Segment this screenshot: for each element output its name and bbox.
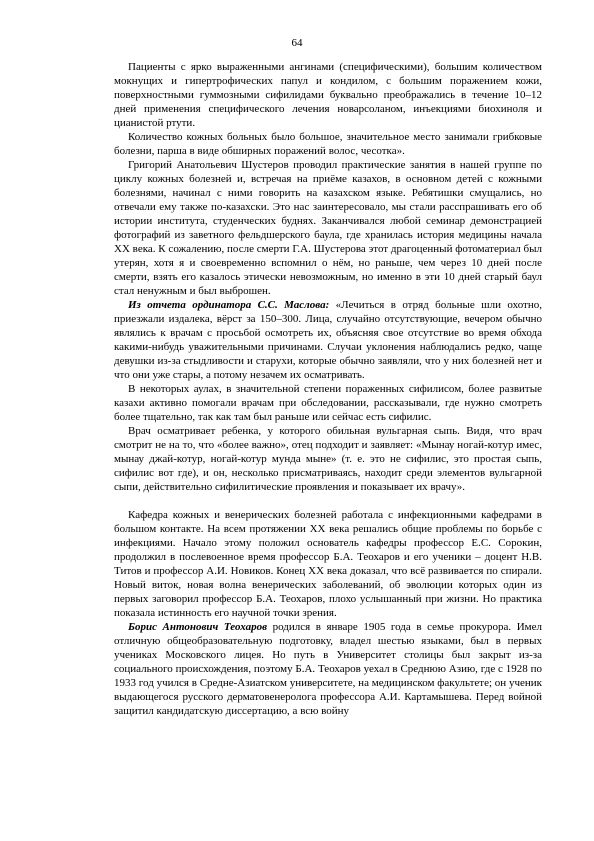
paragraph-text: родился в январе 1905 года в семье прокурора. Имел отличную общеобразовательную подготовку, владел шестью языками, был в первых учениках Московского лицея. Но путь в Университет столицы был закрыт из-за социального происхождения, поэтому Б.А. Теохаров уехал в Среднюю Азию, где с 1928 по 1933 год учился в Средне-Азиатском университете, на медицинском факультете; он ученик выдающегося русского дерматовенеролога профессора А.И. Картамышева. Перед войной защитил кандидатскую диссертацию, а всю войну (114, 621, 542, 717)
paragraph (114, 298, 542, 382)
paragraph: Врач осматривает ребенка, у которого обильная вульгарная сыпь. Видя, что врач смотрит не на то, что «более важно», отец подходит и заявляет: «Мынау ногай-котур имес, мынау джай-котур, ногай-котур мунда мыне» (т. е. это не сифилис, это простая сыпь, сифилис вот где), и он, несколько присматриваясь, находит среди элементов вульгарной сыпи, действительно сифилитические проявления и показывает их врачу». (114, 425, 542, 493)
paragraph (114, 620, 542, 718)
paragraph: Пациенты с ярко выраженными ангинами (специфическими), большим количеством мокнущих и гипертрофических папул и кондилом, с большим поражением кожи, поверхностными гуммозными сифилидами буквально преображались в течение 10–12 дней применения специфического лечения новарсоланом, инъекциями биохиноля и цианистой ртути. (114, 61, 542, 129)
paragraph: Григорий Анатольевич Шустеров проводил практические занятия в нашей группе по циклу кожных болезней и, встречая на приёме казахов, в основном детей с кожными болезнями, начинал с ними говорить на казахском языке. Ребятишки смущались, но отвечали ему также по-казахски. Это нас заинтересовало, мы стали расспрашивать его об истории института, студенческих буднях. Заканчивался любой семинар демонстрацией фотографий из заветного фельдшерского баула, где хранилась история медицины начала XX века. К сожалению, после смерти Г.А. Шустерова этот драгоценный фотоматериал был утерян, хотя я и своевременно вспомнил о нём, но раньше, чем через 10 дней после смерти, взять его казалось этически невозможным, но именно в эти 10 дней старый баул стал ненужным и был выброшен. (114, 159, 542, 297)
page-body (114, 60, 542, 718)
paragraph: Кафедра кожных и венерических болезней работала с инфекционными кафедрами в большом контакте. На всем протяжении XX века решались общие проблемы по борьбе с инфекциями. Начало этому положил основатель кафедры профессор Е.С. Сорокин, продолжил в послевоенное время профессор Б.А. Теохаров и его ученики – доцент Н.В. Титов и профессор А.И. Новиков. Конец XX века доказал, что всё развивается по спирали. Новый виток, новая волна венерических заболеваний, об эволюции которых один из первых заговорил профессор Б.А. Теохаров, плохо услышанный при жизни. Но практика показала истинность его научной точки зрения. (114, 509, 542, 619)
page-number: 64 (291, 37, 303, 49)
paragraph-lead: Борис Антонович Теохаров (128, 621, 267, 633)
paragraph: Количество кожных больных было большое, значительное место занимали грибковые болезни, парша в виде обширных поражений волос, чесотка». (114, 131, 542, 157)
paragraph: В некоторых аулах, в значительной степени пораженных сифилисом, более развитые казахи активно помогали врачам при обследовании, рассказывали, где нужно смотреть более тщательно, так как там был раньше или сейчас есть сифилис. (114, 383, 542, 423)
paragraph-lead: Из отчета ординатора С.С. Маслова: (128, 299, 330, 311)
paragraph-text: «Лечиться в отряд больные шли охотно, приезжали издалека, вёрст за 150–300. Лица, случайно отсутствующие, вечером обычно являлись к врачам с просьбой осмотреть их, объясняя свое отсутствие во время обхода какими-нибудь уважительными причинами. Случаи уклонения наблюдались редко, чаще девушки из-за стыдливости и старухи, которые обычно заявляли, что у них болезней нет и что они уже стары, а потому незачем их осматривать. (114, 299, 542, 381)
